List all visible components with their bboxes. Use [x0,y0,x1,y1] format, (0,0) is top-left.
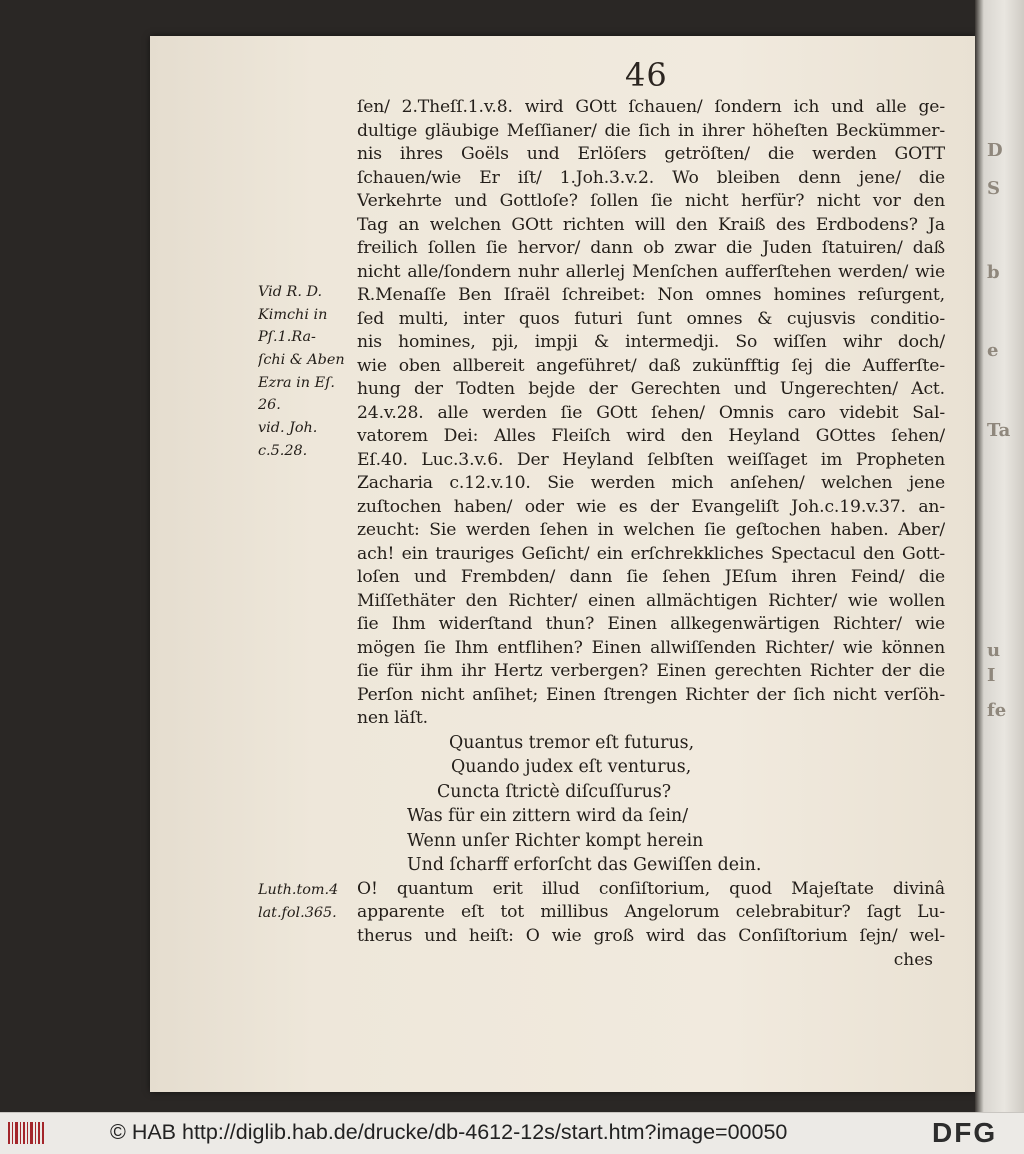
text-line: Miſſethäter den Richter/ einen allmächtigen Richter/ wie wollen [357,590,945,611]
text-line: nicht alle/ſondern nuhr allerlej Menſchen aufferſtehen werden/ wie [357,261,945,282]
adjacent-page-glyph: D [987,140,1003,161]
margin-note-line: Luth.tom.4 [258,882,339,898]
text-line: 24.v.28. alle werden ſie GOtt ſehen/ Omnis caro videbit Sal- [357,402,945,423]
text-line: Zacharia c.12.v.10. Sie werden mich anſehen/ welchen jene [357,473,945,493]
latin-verse [357,731,945,805]
page-number: 46 [625,56,668,94]
text-line: vatorem Dei: Alles Fleiſch wird den Heyland GOttes ſehen/ [357,426,945,446]
text-line: hung der Todten bejde der Gerechten und Ungerechten/ Act. [357,379,945,399]
text-line: zeucht: Sie werden ſehen in welchen ſie geſtochen haben. Aber/ [357,520,945,540]
text-line: mögen ſie Ihm entflihen? Einen allwiſſenden Richter/ wie können [357,637,945,658]
margin-note-luther [258,879,354,924]
text-line: nis ihres Goëls und Erlöſers getröſten/ die werden GOTT [357,144,945,164]
text-line: ſen/ 2.Theſſ.1.v.8. wird GOtt ſchauen/ ſondern ich und alle ge- [357,97,945,117]
verse-line: Quantus tremor eſt futurus, [449,732,695,753]
margin-note-line: Ezra in Eſ. [258,374,335,391]
text-line: O! quantum erit illud conſiſtorium, quod Majeſtate divinâ [357,878,945,899]
text-line: therus und heiſt: O wie groß wird das Conſiſtorium ſejn/ wel- [357,925,945,946]
verse-line: Quando judex eſt venturus, [451,757,692,777]
adjacent-page-glyph: u [987,640,1001,661]
text-line: Eſ.40. Luc.3.v.6. Der Heyland ſelbſten weiſſaget im Propheten [357,449,945,470]
text-line: nen läſt. [357,708,428,728]
text-line: Perſon nicht anſihet; Einen ſtrengen Richter der ſich nicht verſöh- [357,684,945,705]
verse-line: Und ſcharff erforſcht das Gewiſſen dein. [407,855,762,875]
text-line: dultige gläubige Meſſianer/ die ſich in ihrer höheſten Beckümmer- [357,120,945,141]
text-line: wie oben allbereit angeführet/ daß zukünfftig ſej die Aufferſte- [357,355,945,376]
adjacent-page-glyph: S [987,178,1000,199]
text-line: nis homines, pji, impji & intermedji. So wiſſen wihr doch/ [357,332,945,352]
text-line: freilich ſollen ſie hervor/ dann ob zwar die Juden ſtatuiren/ daß [357,238,945,258]
adjacent-page-glyph: Ta [987,420,1011,441]
margin-note-line: lat.fol.365. [258,904,337,921]
margin-note-line: 26. [258,397,281,414]
verse-line: Was für ein zittern wird da ſein/ [407,806,689,826]
adjacent-page-glyph: I [987,665,996,686]
page-body-text [357,96,945,972]
margin-note-line: Vid R. D. [258,284,323,300]
verse-line: Cuncta ſtrictè diſcuſſurus? [437,781,672,802]
margin-note-line: Pſ.1.Ra- [258,329,316,346]
text-line: ſie für ihm ihr Hertz verbergen? Einen gerechten Richter der die [357,661,945,681]
adjacent-page-edge [975,0,1024,1112]
text-line: apparente eſt tot millibus Angelorum celebrabitur? ſagt Lu- [357,902,945,922]
hab-barcode-logo-icon [6,1119,46,1147]
text-line: R.Menaſſe Ben Iſraël ſchreibet: Non omnes homines reſurgent, [357,285,945,305]
catchword: ches [893,950,933,970]
body-paragraph [357,96,945,731]
footer-copyright-url[interactable]: © HAB http://diglib.hab.de/drucke/db-4612-12s/start.htm?image=00050 [110,1120,788,1144]
margin-note-line: vid. Joh. [258,420,318,437]
text-line: ach! ein trauriges Geſicht/ ein erſchrekkliches Spectacul den Gott- [357,543,945,564]
text-line: ſchauen/wie Er iſt/ 1.Joh.3.v.2. Wo bleiben denn jene/ die [357,167,945,188]
adjacent-page-glyph: b [987,262,1000,283]
viewer-footer [0,1112,1024,1154]
margin-notes-references [258,281,354,463]
text-line: Verkehrte und Gottloſe? ſollen ſie nicht herfür? nicht vor den [357,191,945,211]
text-line: ſed multi, inter quos futuri ſunt omnes & cujusvis conditio- [357,308,945,329]
verse-line: Wenn unſer Richter kompt herein [407,830,704,851]
dfg-logo: DFG [932,1117,998,1148]
closing-paragraph [357,878,945,949]
text-line: ſie Ihm widerſtand thun? Einen allkegenwärtigen Richter/ wie [357,614,945,634]
adjacent-page-glyph: e [987,340,999,361]
text-line: zuſtochen haben/ oder wie es der Evangeliſt Joh.c.19.v.37. an- [357,496,945,517]
margin-note-line: ſchi & Aben [258,352,345,369]
margin-note-line: c.5.28. [258,442,308,459]
german-verse [357,804,945,878]
margin-note-line: Kimchi in [258,306,328,323]
text-line: loſen und Frembden/ dann ſie ſehen JEſum ihren Feind/ die [357,567,945,587]
text-line: Tag an welchen GOtt richten will den Kraiß des Erdbodens? Ja [357,214,945,235]
adjacent-page-glyph: fe [987,700,1007,721]
